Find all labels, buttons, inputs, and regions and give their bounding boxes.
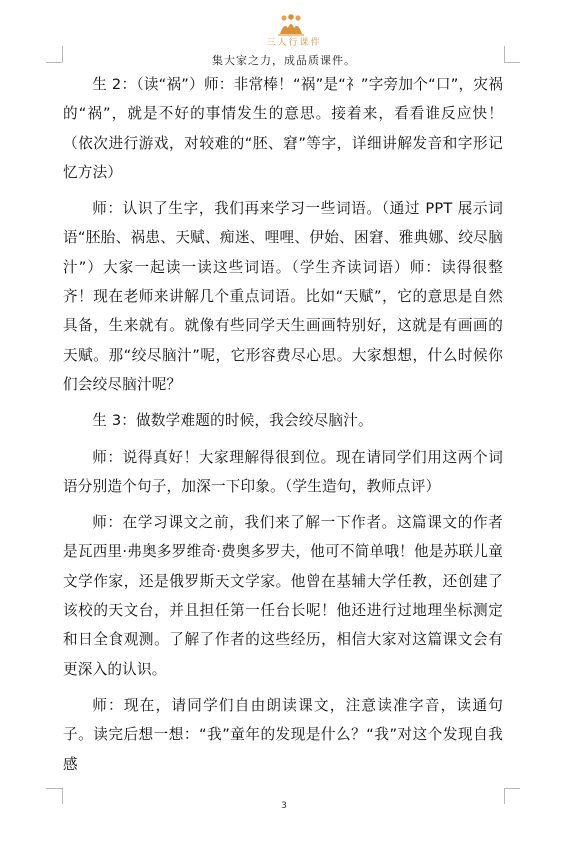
crop-mark [46, 62, 62, 63]
paragraph: 生 2：（读“祸”）师：非常棒！“祸”是“礻”字旁加个“口”，灾祸的“祸”，就是不好的事情发生的意思。接着来，看看谁反应快！（依次进行游戏，对较难的“胚、窘”等字，详细讲解发音和字形记忆方法） [63, 76, 503, 181]
paragraph: 师：在学习课文之前，我们来了解一下作者。这篇课文的作者是瓦西里·弗奥多罗维奇·费奥多罗夫，他可不简单哦！他是苏联儿童文学作家，还是俄罗斯天文学家。他曾在基辅大学任教，还创建了该校的天文台，并且担任第一任台长呢！他还进行过地理坐标测定和日全食观测。了解了作者的这些经历，相信大家对这篇课文会有更深入的认识。 [63, 514, 503, 678]
crop-mark [504, 46, 505, 62]
paragraph: 生 3：做数学难题的时候，我会绞尽脑汁。 [92, 412, 373, 430]
crop-mark [504, 62, 520, 63]
header-slogan: 集大家之力，成品质课件。 [212, 54, 356, 67]
header-logo [252, 14, 336, 48]
paragraph: 师：说得真好！大家理解得很到位。现在请同学们用这两个词语分别造个句子，加深一下印象。（学生造句，教师点评） [63, 448, 503, 495]
paragraph: 师：认识了生字，我们再来学习一些词语。（通过 PPT 展示词语“胚胎、祸患、天赋、痴迷、哩哩、伊始、困窘、雅典娜、绞尽脑汁”）大家一起读一读这些词语。（学生齐读词语）师：读得很整齐！现在老师来讲解几个重点词语。比如“天赋”，它的意思是自然具备，生来就有。就像有些同学天生画画特别好，这就是有画画的天赋。那“绞尽脑汁”呢，它形容费尽心思。大家想想，什么时候你们会绞尽脑汁呢？ [63, 200, 503, 393]
document-body [63, 70, 503, 786]
crop-mark [504, 788, 520, 789]
logo-text: 三人行课件 [266, 38, 322, 48]
logo-figures-icon [276, 14, 306, 36]
paragraph: 师：现在，请同学们自由朗读课文，注意读准字音，读通句子。读完后想一想：“我”童年的发现是什么？“我”对这个发现自我感 [63, 696, 503, 773]
crop-mark [46, 788, 62, 789]
crop-mark [62, 46, 63, 62]
page-number: 3 [281, 801, 287, 811]
